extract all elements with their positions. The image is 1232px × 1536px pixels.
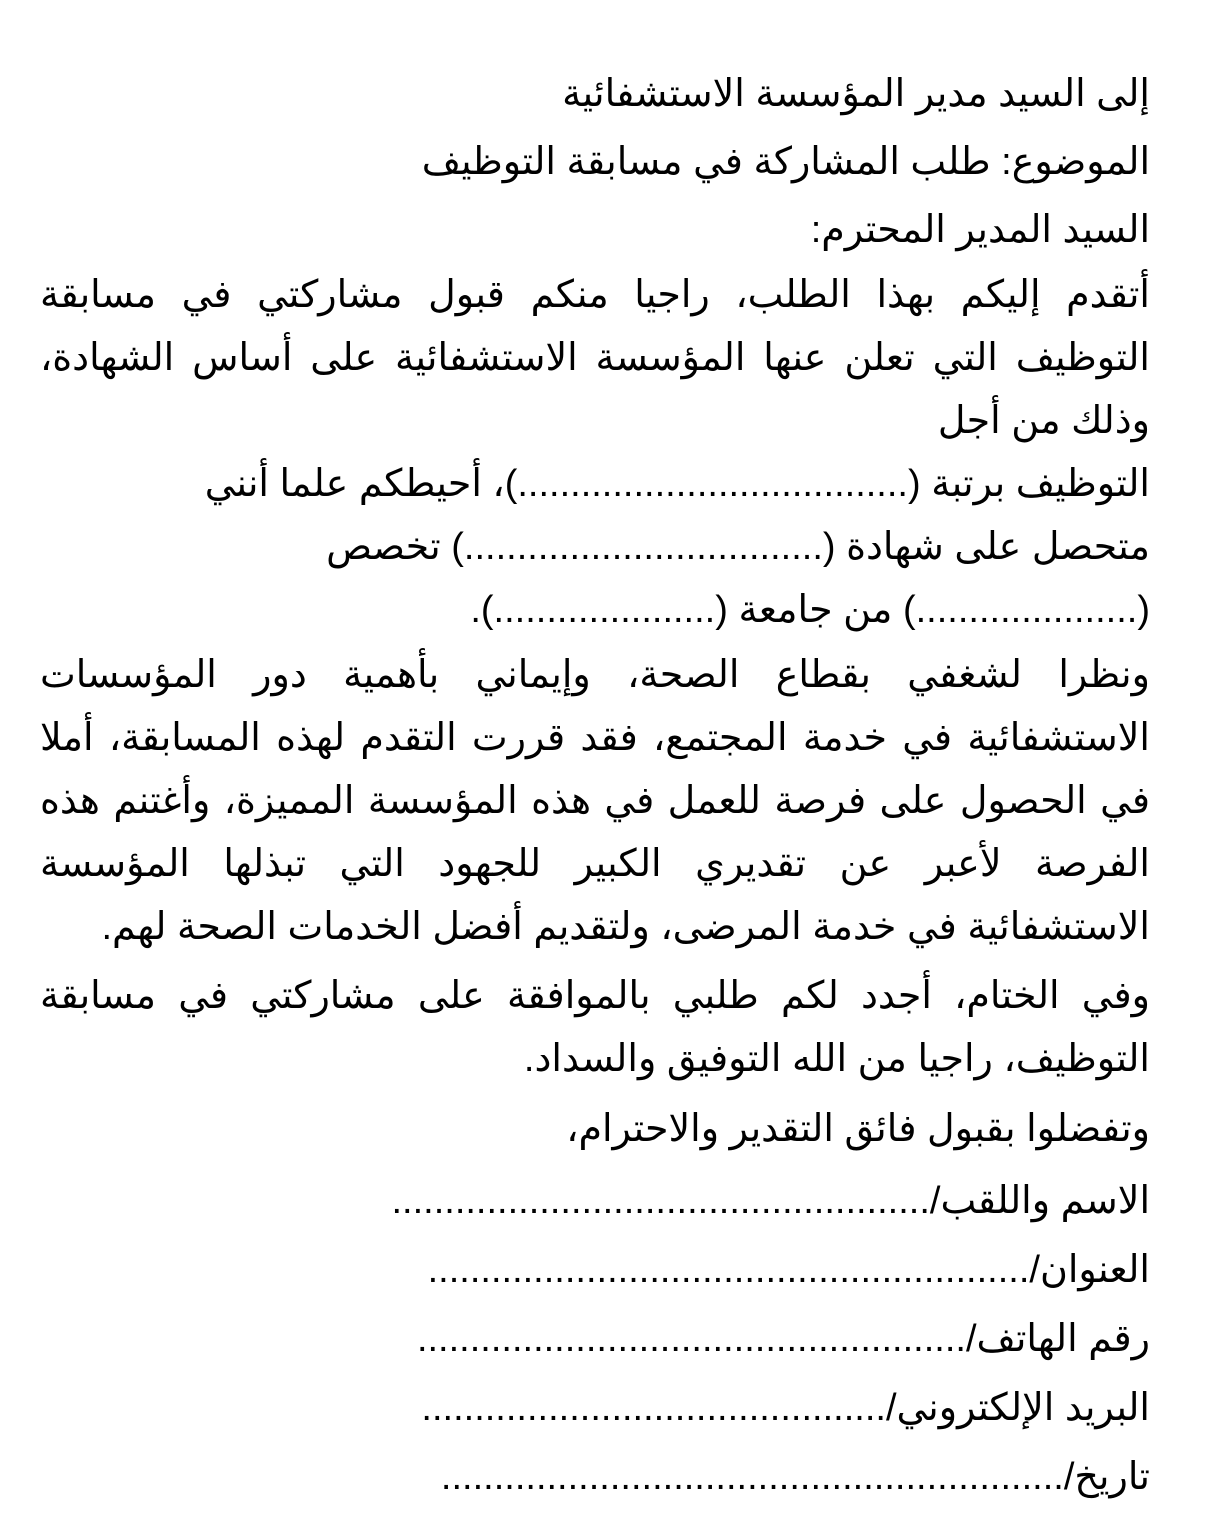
field-blank: ......................................................... bbox=[427, 1249, 1030, 1291]
rank-line: التوظيف برتبة (.....................................)، أحيطكم علما أنني bbox=[204, 463, 1150, 505]
field-label: البريد الإلكتروني/ bbox=[885, 1387, 1150, 1429]
field-blank: ............................................ bbox=[421, 1387, 886, 1429]
field-label: الاسم واللقب/ bbox=[929, 1180, 1150, 1222]
field-label: تاريخ/ bbox=[1063, 1456, 1150, 1498]
paragraph-conclusion: وفي الختام، أجدد لكم طلبي بالموافقة على مشاركتي في مسابقة التوظيف، راجيا من الله التوفيق والسداد. bbox=[40, 975, 1150, 1080]
salutation-line: السيد المدير المحترم: bbox=[810, 209, 1150, 251]
field-label: رقم الهاتف/ bbox=[965, 1318, 1150, 1360]
field-blank: .................................................... bbox=[416, 1318, 966, 1360]
university-line: (.....................) من جامعة (.....................). bbox=[470, 589, 1150, 631]
application-letter bbox=[40, 60, 1150, 1512]
recipient-line: إلى السيد مدير المؤسسة الاستشفائية bbox=[562, 73, 1150, 115]
field-label: العنوان/ bbox=[1029, 1249, 1150, 1291]
field-blank: ........................................................... bbox=[440, 1456, 1064, 1498]
field-phone bbox=[40, 1305, 1150, 1374]
paragraph-motivation: ونظرا لشغفي بقطاع الصحة، وإيماني بأهمية دور المؤسسات الاستشفائية في خدمة المجتمع، فقد قررت التقدم لهذه المسابقة، أملا في الحصول على فرصة للعمل في هذه المؤسسة المميزة، وأغتنم هذه الفرصة لأعبر عن تقديري الكبير للجهود التي تبذلها المؤسسة الاستشفائية في خدمة المرضى، ولتقديم أفضل الخدمات الصحة لهم. bbox=[40, 654, 1150, 948]
paragraph-request: أتقدم إليكم بهذا الطلب، راجيا منكم قبول مشاركتي في مسابقة التوظيف التي تعلن عنها المؤسسة الاستشفائية على أساس الشهادة، وذلك من أجل bbox=[40, 274, 1150, 442]
field-address bbox=[40, 1236, 1150, 1305]
degree-line: متحصل على شهادة (..................................) تخصص bbox=[326, 526, 1150, 568]
signature-fields bbox=[40, 1167, 1150, 1512]
field-full-name bbox=[40, 1167, 1150, 1236]
field-email bbox=[40, 1374, 1150, 1443]
closing-line: وتفضلوا بقبول فائق التقدير والاحترام، bbox=[566, 1108, 1150, 1150]
field-blank: ................................................... bbox=[391, 1180, 930, 1222]
subject-line: الموضوع: طلب المشاركة في مسابقة التوظيف bbox=[421, 141, 1150, 183]
field-date bbox=[40, 1443, 1150, 1512]
